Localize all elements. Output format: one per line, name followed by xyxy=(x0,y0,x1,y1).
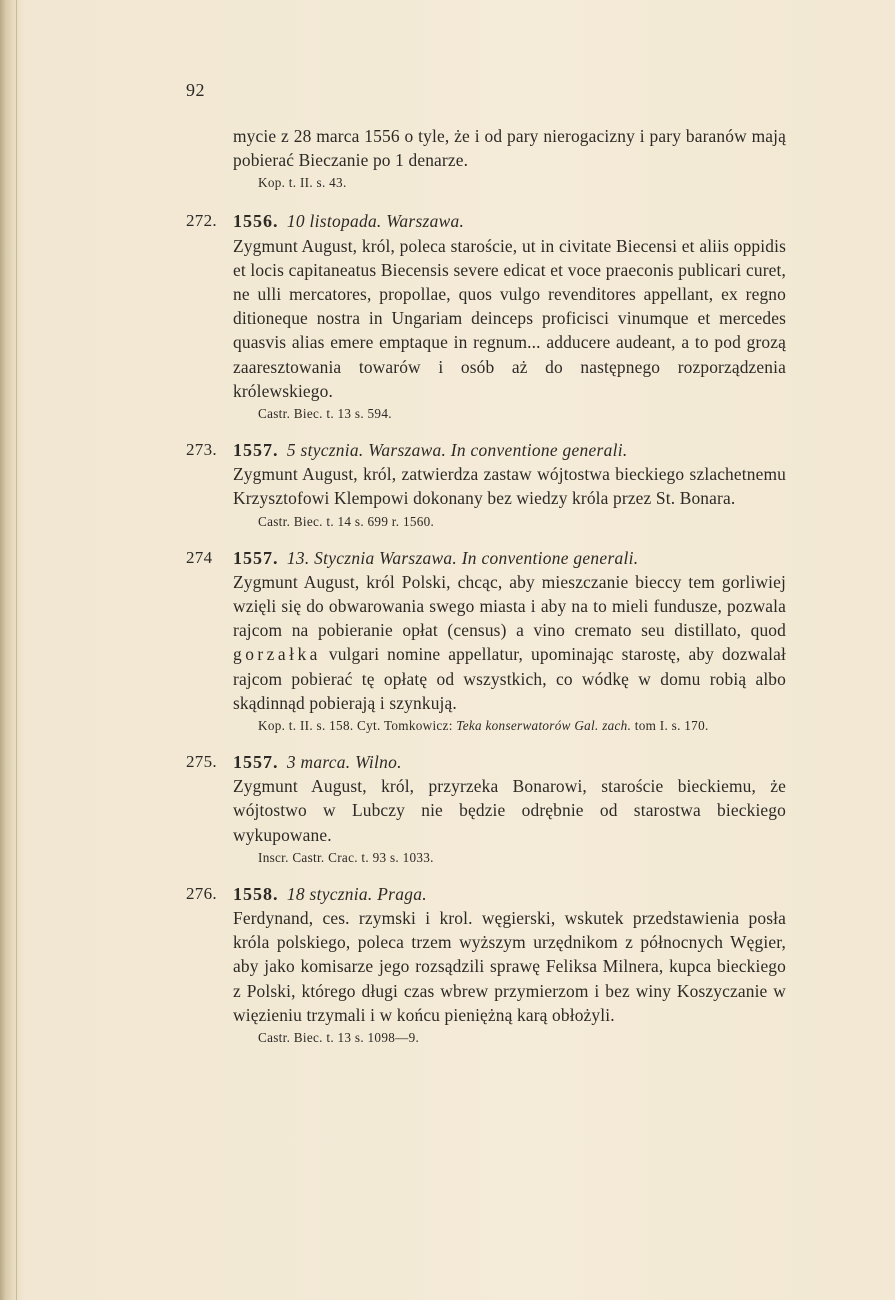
intro-source: Kop. t. II. s. 43. xyxy=(258,175,347,191)
entry-date: 3 marca. Wilno. xyxy=(286,752,402,773)
book-binding-shadow xyxy=(0,0,24,1300)
entry-source-suffix: tom I. s. 170. xyxy=(631,718,709,734)
entry-number: 272. xyxy=(186,211,217,231)
entry-date: 10 listopada. Warszawa. xyxy=(286,211,465,232)
entry-272 xyxy=(186,209,786,424)
entry-number: 276. xyxy=(186,883,217,903)
entry-year: 1556. xyxy=(233,211,279,232)
entry-heading xyxy=(233,438,786,462)
entry-text: Ferdynand, ces. rzymski i krol. węgierski, wskutek przedstawienia posła króla polskiego, poleca trzem wyższym urzędnikom z północnych Węgier, aby jako komisarze jego rozsądzili sprawę Feliksa Milnera, kupca bieckiego z Polski, którego długi czas wbrew przymierzom i bez winy Koszyczanie w więzieniu trzymali i w końcu pieniężną karą obłożyli. xyxy=(233,908,786,1025)
entry-heading xyxy=(233,546,786,570)
entry-number: 273. xyxy=(186,440,217,460)
entry-year: 1557. xyxy=(233,440,279,461)
entry-heading xyxy=(233,882,786,906)
entry-text-part: Zygmunt August, król Polski, chcąc, aby mieszczanie bieccy tem gorliwiej wzięli się do obwarowania swego miasta i aby na to mieli fundusze, pozwala rajcom na pobieranie opłat (census) a vino cremato seu distillato, quod xyxy=(233,571,786,641)
intro-block xyxy=(233,124,786,193)
entry-number: 275. xyxy=(186,752,217,772)
entry-text: Zygmunt August, król, poleca staroście, ut in civitate Biecensi et aliis oppidis et locis capitaneatus Biecensis severe edicat et voce praeconis publicari curet, ne ulli mercatores, propollae, quos vulgo revenditores appellant, ex regno ditioneque nostra in Ungariam deinceps proficisci vinumque et mercedes quasvis alias emere emptaque in regnum... adducere audeant, a to pod grozą zaaresztowania towarów i osób aż do następnego rozporządzenia królewskiego. xyxy=(233,235,786,401)
entry-274 xyxy=(186,546,786,736)
entry-273 xyxy=(186,438,786,532)
entry-source: Inscr. Castr. Crac. t. 93 s. 1033. xyxy=(258,849,434,865)
entry-source: Castr. Biec. t. 13 s. 594. xyxy=(258,406,392,422)
entry-source: Castr. Biec. t. 13 s. 1098—9. xyxy=(258,1030,420,1046)
entry-source-italic: Teka konserwatorów Gal. zach. xyxy=(456,718,632,734)
entry-text: Zygmunt August, król, przyrzeka Bonarowi, staroście bieckiemu, że wójtostwo w Lubczy nie będzie odrębnie od starostwa bieckiego wykupowane. xyxy=(233,776,786,845)
page-number: 92 xyxy=(186,80,205,100)
intro-text: mycie z 28 marca 1556 o tyle, że i od pary nierogacizny i pary baranów mają pobierać Bieczanie po 1 denarze. xyxy=(233,126,786,171)
entry-276 xyxy=(186,882,786,1048)
entry-heading xyxy=(233,209,786,233)
entry-text xyxy=(233,570,786,715)
entry-date: 13. Stycznia Warszawa. In conventione generali. xyxy=(286,547,639,568)
entry-275 xyxy=(186,750,786,868)
entry-date: 18 stycznia. Praga. xyxy=(286,883,427,904)
entry-text-spaced-word: gorzałka xyxy=(233,644,321,665)
entry-date: 5 stycznia. Warszawa. In conventione generali. xyxy=(286,440,628,461)
entry-number: 274 xyxy=(186,547,213,567)
entry-year: 1557. xyxy=(233,547,279,568)
entry-text: Zygmunt August, król, zatwierdza zastaw wójtostwa bieckiego szlachetnemu Krzysztofowi Klempowi dokonany bez wiedzy króla przez St. Bonara. xyxy=(233,464,786,509)
binding-edge-line xyxy=(16,0,17,1300)
entry-heading xyxy=(233,750,786,774)
entry-source-prefix: Kop. t. II. s. 158. Cyt. Tomkowicz: xyxy=(258,718,457,734)
entry-year: 1558. xyxy=(233,883,279,904)
page-content xyxy=(186,124,786,1048)
entry-text-part: vulgari nomine appellatur, upominając starostę, aby dozwalał rajcom pobierać tę opłatę od wszystkich, co wódkę w domu robią albo skądinnąd pobierają i szynkują. xyxy=(233,644,786,713)
entry-source xyxy=(258,716,786,736)
entry-source: Castr. Biec. t. 14 s. 699 r. 1560. xyxy=(258,513,435,529)
entry-year: 1557. xyxy=(233,752,279,773)
